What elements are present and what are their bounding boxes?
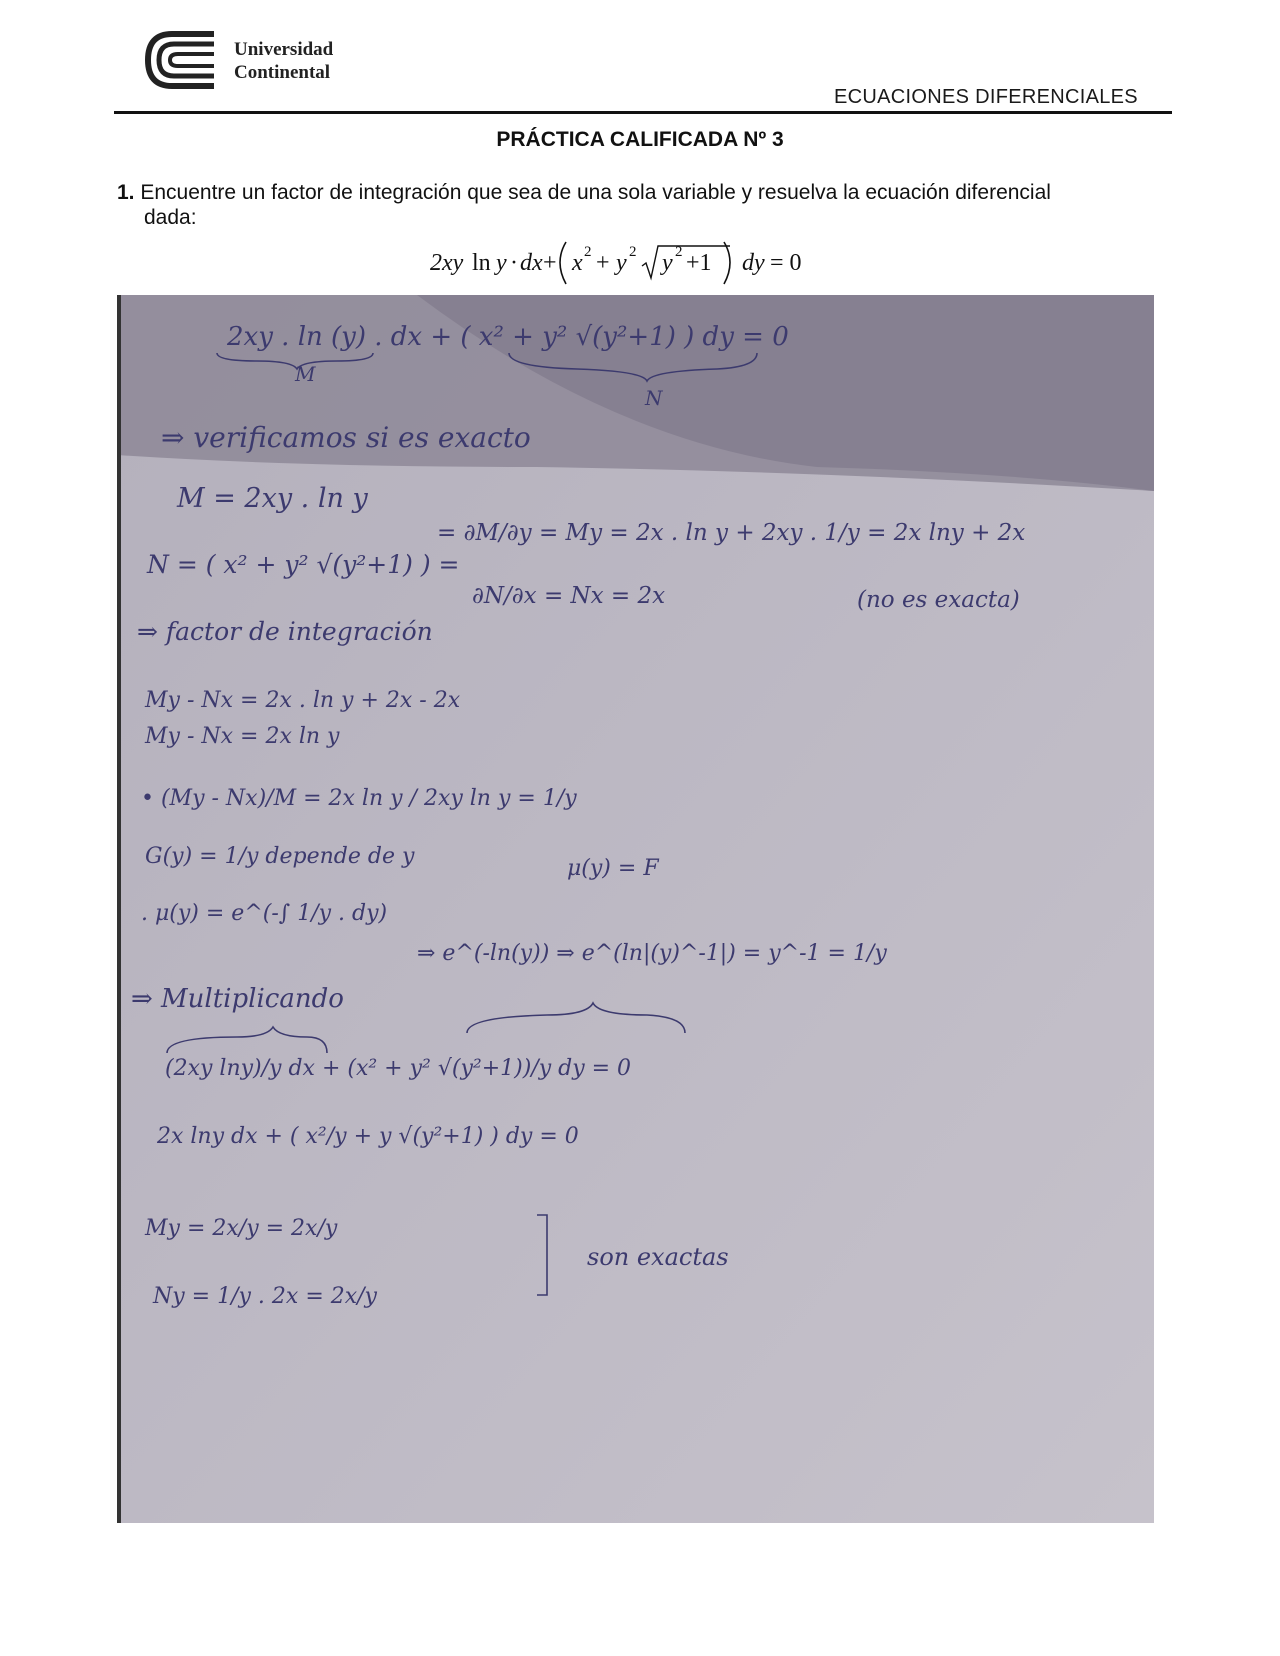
hw-line-1-N: N bbox=[645, 386, 663, 410]
svg-text:2xy: 2xy bbox=[430, 250, 464, 276]
question-number: 1. bbox=[117, 181, 135, 204]
svg-text:·: · bbox=[510, 250, 518, 276]
hw-line-13: (2xy lny)/y dx + (x² + y² √(y²+1))/y dy = 0 bbox=[165, 1056, 632, 1081]
hw-line-3b: = ∂M/∂y = My = 2x . ln y + 2xy . 1/y = 2x lny + 2x bbox=[437, 520, 1026, 546]
logo-wordmark bbox=[234, 38, 333, 84]
hw-line-2: ⇒ verificamos si es exacto bbox=[161, 421, 531, 454]
hw-line-12: ⇒ Multiplicando bbox=[131, 984, 344, 1014]
svg-text:2: 2 bbox=[584, 244, 592, 260]
svg-text:y: y bbox=[616, 250, 627, 276]
page-title: PRÁCTICA CALIFICADA Nº 3 bbox=[496, 128, 784, 151]
hw-line-9: G(y) = 1/y depende de y bbox=[145, 844, 415, 869]
hw-line-7: My - Nx = 2x ln y bbox=[145, 724, 340, 749]
svg-text:+1: +1 bbox=[686, 250, 712, 276]
svg-text:ln: ln bbox=[472, 250, 491, 276]
question-text-continued: dada: bbox=[144, 206, 197, 229]
svg-text:2: 2 bbox=[629, 244, 637, 260]
course-name: ECUACIONES DIFERENCIALES bbox=[834, 86, 1138, 108]
hw-line-4c: (no es exacta) bbox=[857, 587, 1020, 613]
svg-text:+: + bbox=[596, 250, 610, 276]
logo-line-2: Continental bbox=[234, 62, 331, 83]
hw-line-6: My - Nx = 2x . ln y + 2x - 2x bbox=[145, 688, 461, 713]
hw-line-4: N = ( x² + y² √(y²+1) ) = bbox=[147, 550, 460, 579]
handwritten-solution-photo bbox=[117, 295, 1154, 1523]
hw-line-16: Ny = 1/y . 2x = 2x/y bbox=[153, 1284, 377, 1309]
header-divider bbox=[114, 111, 1172, 114]
svg-text:2: 2 bbox=[675, 244, 683, 260]
hw-line-14: 2x lny dx + ( x²/y + y √(y²+1) ) dy = 0 bbox=[157, 1124, 579, 1149]
svg-text:x: x bbox=[572, 250, 583, 276]
hw-line-8: • (My - Nx)/M = 2x ln y / 2xy ln y = 1/y bbox=[141, 786, 577, 811]
hw-line-11: ⇒ e^(-ln(y)) ⇒ e^(ln|(y)^-1|) = y^-1 = 1/y bbox=[417, 941, 887, 966]
hw-line-4b: ∂N/∂x = Nx = 2x bbox=[472, 583, 666, 609]
hw-line-10: . μ(y) = e^(-∫ 1/y . dy) bbox=[141, 901, 388, 926]
svg-text:dy: dy bbox=[742, 250, 765, 276]
question-text: Encuentre un factor de integración que sea de una sola variable y resuelva la ecuación diferencial bbox=[140, 181, 1051, 204]
question-equation bbox=[430, 238, 850, 288]
hw-line-1-M: M bbox=[295, 362, 316, 386]
svg-text:y: y bbox=[496, 250, 507, 276]
hw-line-3: M = 2xy . ln y bbox=[177, 483, 368, 514]
hw-line-9b: μ(y) = F bbox=[567, 856, 659, 881]
hw-line-1: 2xy . ln (y) . dx + ( x² + y² √(y²+1) ) dy = 0 bbox=[227, 322, 789, 352]
svg-text:y: y bbox=[662, 250, 673, 276]
hw-line-16b: son exactas bbox=[587, 1243, 729, 1271]
svg-text:dx: dx bbox=[520, 250, 543, 276]
logo-line-1: Universidad bbox=[234, 39, 334, 60]
hw-line-15: My = 2x/y = 2x/y bbox=[145, 1216, 338, 1241]
svg-text:= 0: = 0 bbox=[770, 250, 802, 276]
question-1 bbox=[117, 180, 1177, 230]
svg-text:+: + bbox=[543, 250, 557, 276]
hw-line-5: ⇒ factor de integración bbox=[137, 617, 433, 646]
